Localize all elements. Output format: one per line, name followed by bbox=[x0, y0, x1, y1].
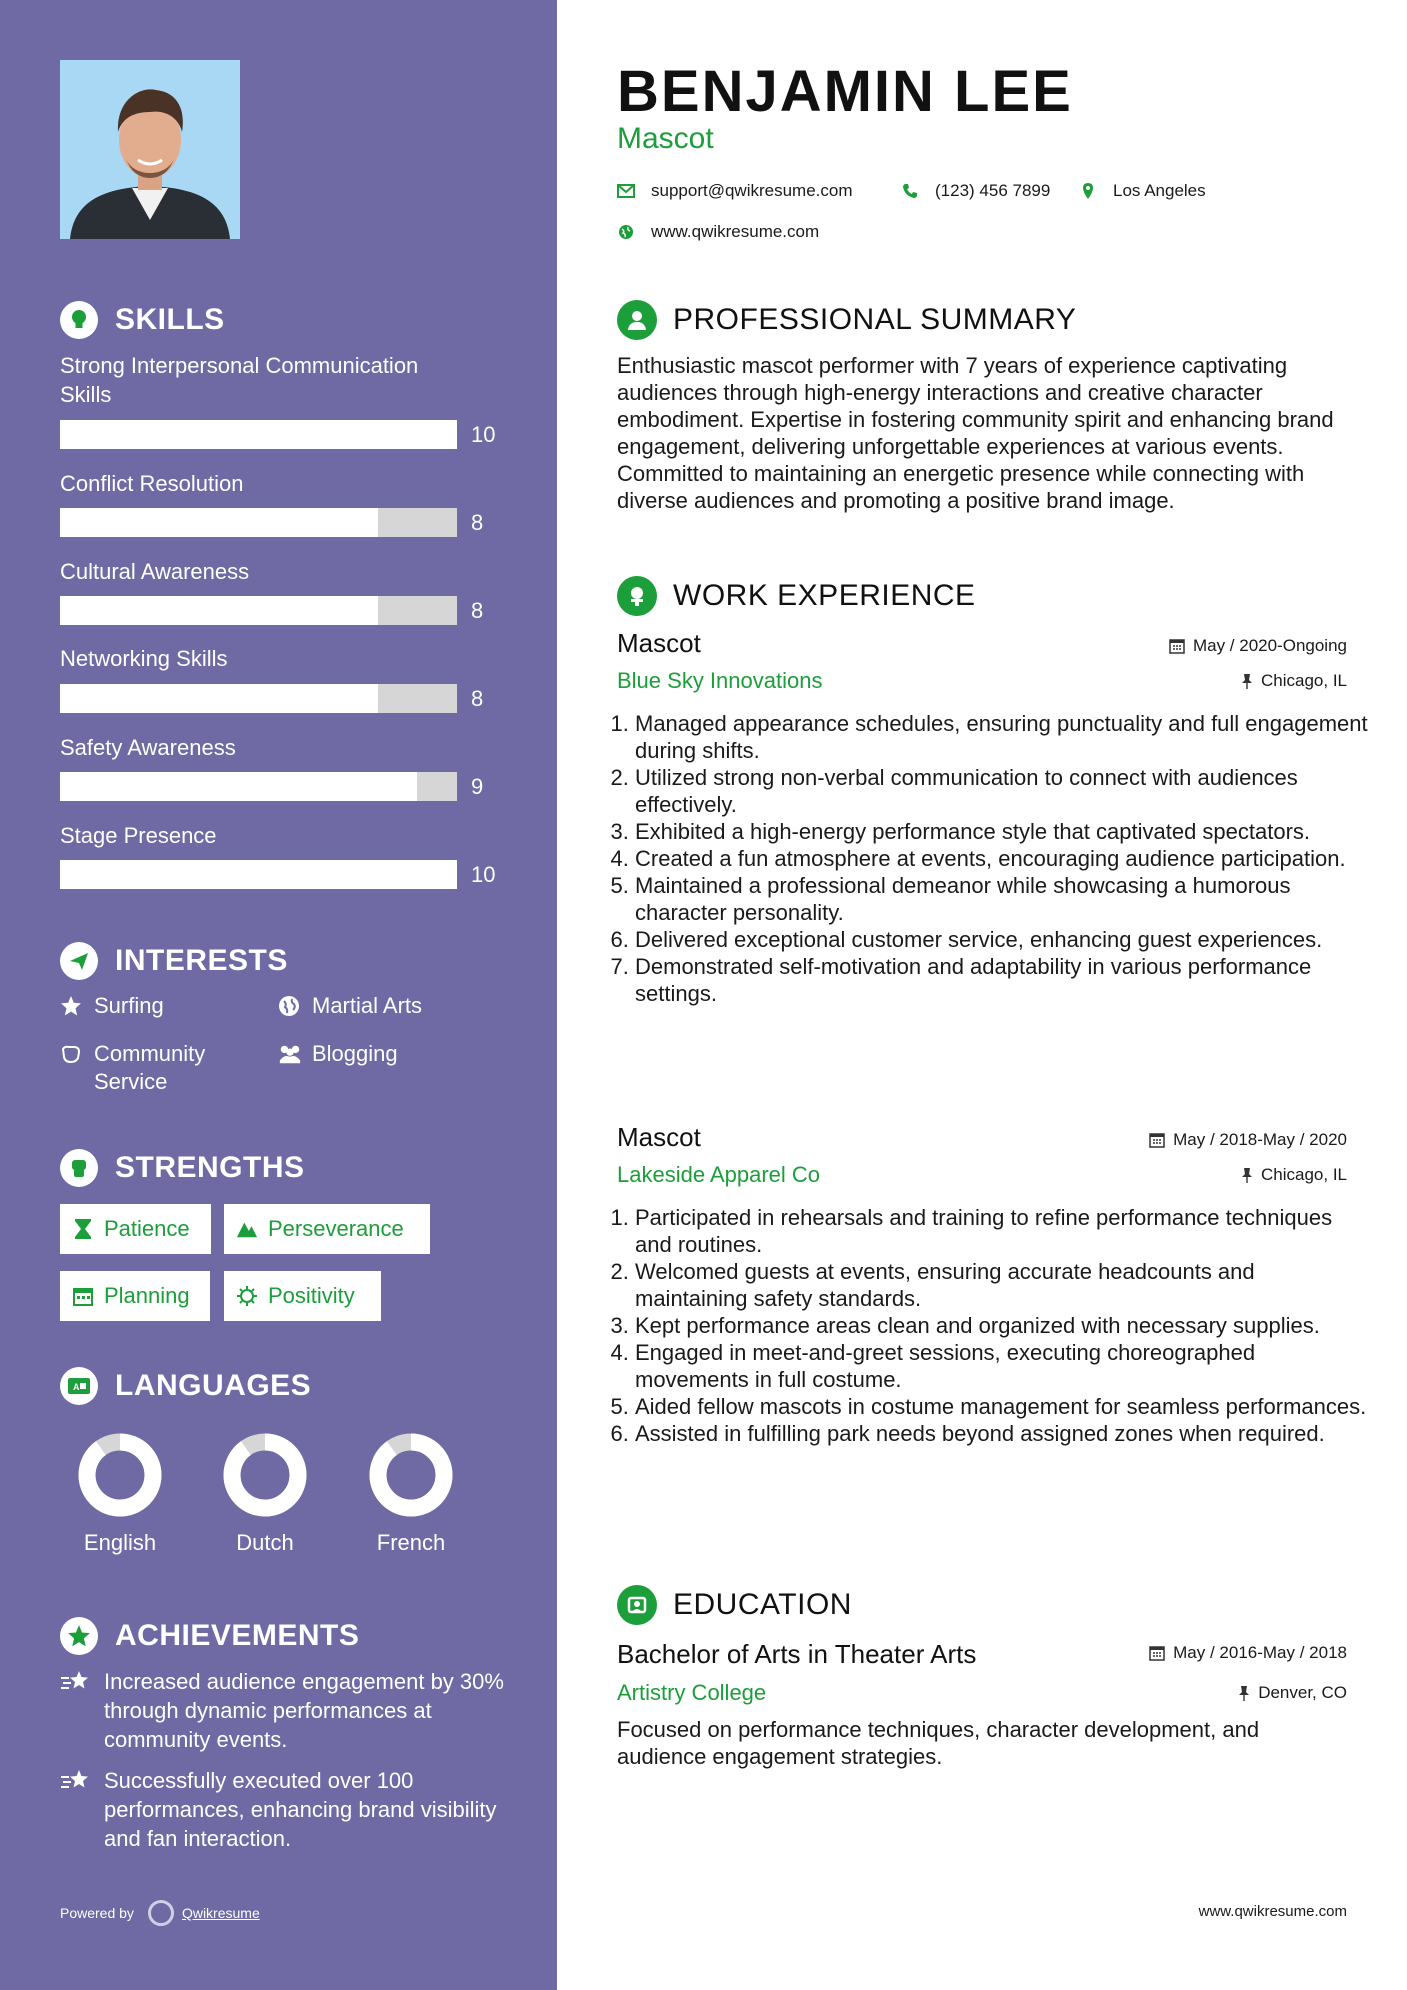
language-item bbox=[200, 1432, 330, 1556]
skill-bar bbox=[60, 772, 457, 801]
duty-item: 5. Maintained a professional demeanor while showcasing a humorous character personality. bbox=[635, 872, 1371, 926]
job-dates: May / 2020-Ongoing bbox=[1169, 636, 1347, 656]
skill-name: Strong Interpersonal Communication Skills bbox=[60, 353, 419, 407]
duty-item: 6. Delivered exceptional customer service, enhancing guest experiences. bbox=[635, 926, 1371, 953]
user-icon bbox=[617, 300, 657, 340]
skill-name: Stage Presence bbox=[60, 823, 217, 848]
skill-bar bbox=[60, 684, 457, 713]
skill-bar bbox=[60, 860, 457, 889]
contact-phone[interactable]: (123) 456 7899 bbox=[901, 181, 1050, 201]
strengths-heading: STRENGTHS bbox=[60, 1149, 305, 1187]
language-card-icon bbox=[60, 1367, 98, 1405]
skill-level: 10 bbox=[471, 422, 496, 447]
calendar-icon bbox=[1149, 1132, 1165, 1148]
pushpin-icon bbox=[1238, 1685, 1250, 1701]
language-name: French bbox=[376, 1530, 446, 1555]
pushpin-icon bbox=[1241, 673, 1253, 689]
brand-link[interactable]: Qwikresume bbox=[181, 1905, 260, 1921]
graduation-icon bbox=[617, 1585, 657, 1625]
job-location: Chicago, IL bbox=[1241, 1165, 1347, 1185]
sun-icon bbox=[236, 1285, 258, 1307]
paper-plane-icon bbox=[60, 942, 98, 980]
education-location: Denver, CO bbox=[1238, 1683, 1347, 1703]
education-heading: EDUCATION bbox=[617, 1585, 852, 1625]
education-dates: May / 2016-May / 2018 bbox=[1149, 1643, 1347, 1663]
interests-heading: INTERESTS bbox=[60, 942, 288, 980]
languages-heading: A LANGUAGES bbox=[60, 1367, 311, 1405]
skill-bar bbox=[60, 508, 457, 537]
language-name: Dutch bbox=[236, 1530, 294, 1555]
duty-item: 4. Engaged in meet-and-greet sessions, executing choreographed movements in full costume. bbox=[635, 1339, 1371, 1393]
globe-icon bbox=[617, 223, 635, 241]
mountain-icon bbox=[236, 1218, 258, 1240]
star-icon bbox=[60, 992, 84, 1020]
job-title: Mascot bbox=[617, 628, 701, 658]
summary-text: Enthusiastic mascot performer with 7 years of experience captivating audiences through high-energy interactions and creative character embodiment. Expertise in fostering community spirit and enhancing brand engagement, delivering unforgettable experiences at various events. Committed to maintaining an energetic presence while connecting with diverse audiences and promoting a positive brand image. bbox=[617, 353, 1334, 513]
language-proficiency-ring bbox=[77, 1432, 163, 1518]
globe-icon bbox=[278, 992, 302, 1020]
phone-icon bbox=[901, 182, 919, 200]
skill-name: Safety Awareness bbox=[60, 735, 236, 760]
sidebar bbox=[0, 0, 557, 1990]
interest-item: Community Service bbox=[60, 1040, 260, 1096]
achievement-item: Successfully executed over 100 performances, enhancing brand visibility and fan interaction. bbox=[60, 1766, 510, 1853]
strength-badge: Perseverance bbox=[224, 1204, 430, 1254]
skill-name: Conflict Resolution bbox=[60, 471, 244, 496]
footer-website[interactable]: www.qwikresume.com bbox=[1198, 1903, 1347, 1920]
hourglass-icon bbox=[72, 1218, 94, 1240]
duty-item: 3. Exhibited a high-energy performance style that captivated spectators. bbox=[635, 818, 1371, 845]
fist-icon bbox=[60, 1149, 98, 1187]
skill-bar bbox=[60, 420, 457, 449]
hand-icon bbox=[60, 1040, 84, 1068]
briefcase-icon bbox=[617, 576, 657, 616]
job-dates: May / 2018-May / 2020 bbox=[1149, 1130, 1347, 1150]
calendar-icon bbox=[1149, 1645, 1165, 1661]
strength-badge: Planning bbox=[60, 1271, 210, 1321]
skill-name: Networking Skills bbox=[60, 646, 228, 671]
skill-level: 8 bbox=[471, 686, 484, 711]
skills-heading: SKILLS bbox=[60, 301, 225, 339]
skill-level: 9 bbox=[471, 774, 484, 799]
candidate-role: Mascot bbox=[617, 122, 714, 155]
skill-name: Cultural Awareness bbox=[60, 559, 250, 584]
language-item bbox=[55, 1432, 185, 1556]
duty-item: 1. Managed appearance schedules, ensuring punctuality and full engagement during shifts. bbox=[635, 710, 1371, 764]
strength-badge: Positivity bbox=[224, 1271, 381, 1321]
skill-bar bbox=[60, 596, 457, 625]
experience-heading: WORK EXPERIENCE bbox=[617, 576, 976, 616]
contact-website[interactable]: www.qwikresume.com bbox=[617, 222, 819, 242]
svg-text:A: A bbox=[73, 1382, 80, 1392]
summary-heading: PROFESSIONAL SUMMARY bbox=[617, 300, 1076, 340]
job-duties bbox=[617, 1204, 1371, 1447]
qwikresume-logo-icon bbox=[148, 1900, 174, 1926]
interest-item: Blogging bbox=[278, 1040, 398, 1068]
skill-level: 8 bbox=[471, 598, 484, 623]
duty-item: 2. Welcomed guests at events, ensuring accurate headcounts and maintaining safety standards. bbox=[635, 1258, 1371, 1312]
pushpin-icon bbox=[1241, 1167, 1253, 1183]
duty-item: 6. Assisted in fulfilling park needs beyond assigned zones when required. bbox=[635, 1420, 1371, 1447]
star-badge-icon bbox=[60, 1617, 98, 1655]
lightbulb-icon bbox=[60, 301, 98, 339]
interest-item: Surfing bbox=[60, 992, 164, 1020]
interest-item: Martial Arts bbox=[278, 992, 422, 1020]
job-location: Chicago, IL bbox=[1241, 671, 1347, 691]
company-name: Lakeside Apparel Co bbox=[617, 1162, 821, 1187]
achievements-heading: ACHIEVEMENTS bbox=[60, 1617, 359, 1655]
shooting-star-icon bbox=[60, 1667, 92, 1754]
contact-email[interactable]: support@qwikresume.com bbox=[617, 181, 853, 201]
powered-by: Powered by Qwikresume bbox=[60, 1900, 260, 1926]
strength-badge: Patience bbox=[60, 1204, 211, 1254]
calendar-icon bbox=[1169, 638, 1185, 654]
company-name: Blue Sky Innovations bbox=[617, 668, 823, 693]
job-duties bbox=[617, 710, 1371, 1007]
degree-title: Bachelor of Arts in Theater Arts bbox=[617, 1639, 977, 1669]
skill-level: 10 bbox=[471, 862, 496, 887]
language-item bbox=[346, 1432, 476, 1556]
duty-item: 4. Created a fun atmosphere at events, encouraging audience participation. bbox=[635, 845, 1371, 872]
achievement-item: Increased audience engagement by 30% through dynamic performances at community events. bbox=[60, 1667, 510, 1754]
contact-location: Los Angeles bbox=[1079, 181, 1206, 201]
candidate-name: BENJAMIN LEE bbox=[617, 59, 1073, 124]
language-name: English bbox=[83, 1530, 157, 1555]
job-title: Mascot bbox=[617, 1122, 701, 1152]
group-icon bbox=[278, 1040, 302, 1068]
profile-photo bbox=[60, 60, 240, 239]
duty-item: 2. Utilized strong non-verbal communication to connect with audiences effectively. bbox=[635, 764, 1371, 818]
education-description: Focused on performance techniques, character development, and audience engagement strategies. bbox=[617, 1717, 1260, 1769]
shooting-star-icon bbox=[60, 1766, 92, 1853]
duty-item: 3. Kept performance areas clean and organized with necessary supplies. bbox=[635, 1312, 1371, 1339]
duty-item: 7. Demonstrated self-motivation and adaptability in various performance settings. bbox=[635, 953, 1371, 1007]
map-pin-icon bbox=[1079, 182, 1097, 200]
duty-item: 1. Participated in rehearsals and training to refine performance techniques and routines. bbox=[635, 1204, 1371, 1258]
envelope-icon bbox=[617, 182, 635, 200]
duty-item: 5. Aided fellow mascots in costume management for seamless performances. bbox=[635, 1393, 1371, 1420]
skill-level: 8 bbox=[471, 510, 484, 535]
language-proficiency-ring bbox=[222, 1432, 308, 1518]
calendar-icon bbox=[72, 1285, 94, 1307]
language-proficiency-ring bbox=[368, 1432, 454, 1518]
school-name: Artistry College bbox=[617, 1680, 767, 1705]
